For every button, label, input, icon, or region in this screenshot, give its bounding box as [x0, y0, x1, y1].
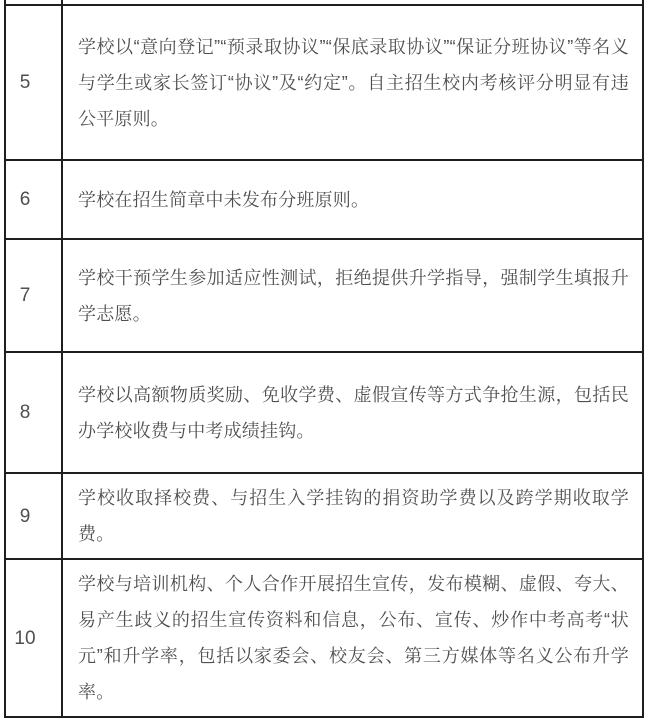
table-row — [5, 160, 643, 239]
table-row — [5, 239, 643, 352]
table-row — [5, 559, 643, 717]
row-number-cell: 10 — [5, 559, 62, 717]
row-number-cell: 5 — [5, 5, 62, 160]
violation-rules-table — [4, 0, 644, 718]
table-row — [5, 473, 643, 559]
row-description-cell: 学校在招生简章中未发布分班原则。 — [62, 160, 643, 239]
row-description-cell: 学校收取择校费、与招生入学挂钩的捐资助学费以及跨学期收取学费。 — [62, 473, 643, 559]
row-number-cell: 7 — [5, 239, 62, 352]
row-number-cell: 6 — [5, 160, 62, 239]
row-description-cell: 学校以“意向登记”“预录取协议”“保底录取协议”“保证分班协议”等名义与学生或家长签订“协议”及“约定”。自主招生校内考核评分明显有违公平原则。 — [62, 5, 643, 160]
table-row — [5, 5, 643, 160]
table-row — [5, 352, 643, 473]
row-description-cell: 学校与培训机构、个人合作开展招生宣传，发布模糊、虚假、夸大、易产生歧义的招生宣传资料和信息，公布、宣传、炒作中考高考“状元”和升学率，包括以家委会、校友会、第三方媒体等名义公布升学率。 — [62, 559, 643, 717]
row-number-cell: 9 — [5, 473, 62, 559]
row-description-cell: 学校以高额物质奖励、免收学费、虚假宣传等方式争抢生源，包括民办学校收费与中考成绩挂钩。 — [62, 352, 643, 473]
row-number-cell: 8 — [5, 352, 62, 473]
row-description-cell: 学校干预学生参加适应性测试，拒绝提供升学指导，强制学生填报升学志愿。 — [62, 239, 643, 352]
